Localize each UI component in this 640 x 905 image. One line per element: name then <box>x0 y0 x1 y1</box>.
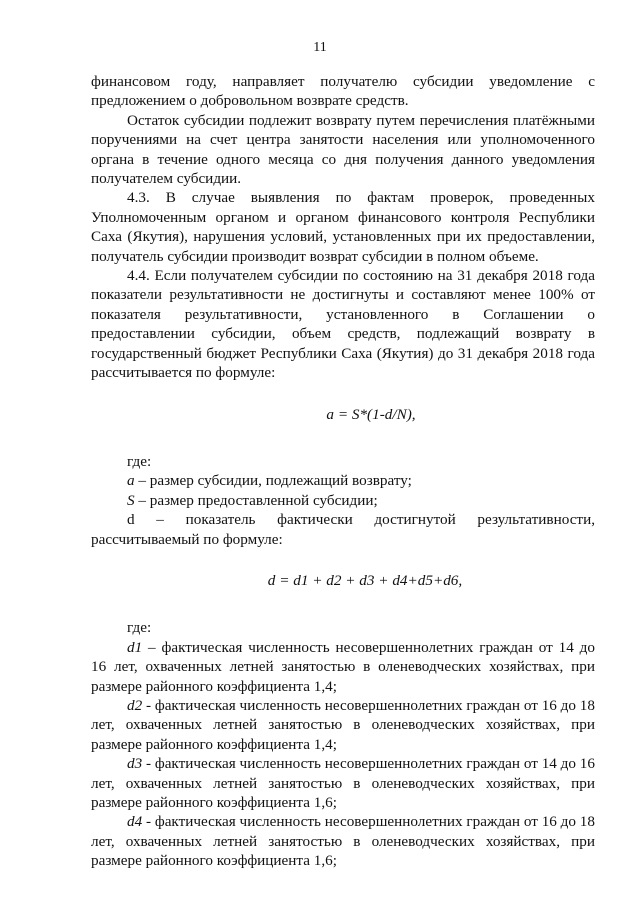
definition-symbol: d <box>127 511 135 529</box>
definition-d3 <box>91 754 595 812</box>
definition-text: - фактическая численность несовершеннолетних граждан от 14 до 16 лет, охваченных летней занятостью в оленеводческих хозяйствах, при размере районного коэффициента 1,6; <box>91 755 595 811</box>
definition-symbol: d3 <box>127 755 143 773</box>
paragraph-4-4: 4.4. Если получателем субсидии по состоянию на 31 декабря 2018 года показатели результативности не достигнуты и составляют менее 100% от показателя результативности, установленного в Соглашении о предоставлении субсидии, объем средств, подлежащий возврату в государственный бюджет Республики Саха (Якутия) до 31 декабря 2018 года рассчитывается по формуле: <box>91 267 595 382</box>
definition-text: - фактическая численность несовершеннолетних граждан от 16 до 18 лет, охваченных летней занятостью в оленеводческих хозяйствах, при размере районного коэффициента 1,6; <box>91 813 595 870</box>
definition-s <box>91 491 595 510</box>
page-number: 11 <box>313 40 327 55</box>
definition-text: – показатель фактически достигнутой результативности, рассчитываемый по формуле: <box>91 511 595 548</box>
paragraph-remainder-return: Остаток субсидии подлежит возврату путем перечисления платёжными поручениями на счет центра занятости населения или уполномоченного органа в течение одного месяца со дня получения данного уведомления получателем субсидии. <box>91 111 595 188</box>
formula-refund: a = S*(1-d/N), <box>326 405 416 423</box>
definition-text: - фактическая численность несовершеннолетних граждан от 16 до 18 лет, охваченных летней занятостью в оленеводческих хозяйствах, при размере районного коэффициента 1,4; <box>91 696 595 753</box>
definition-d1 <box>91 638 595 696</box>
definition-text: – фактическая численность несовершеннолетних граждан от 14 до 16 лет, охваченных летней занятостью в оленеводческих хозяйствах, при размере районного коэффициента 1,4; <box>91 638 595 695</box>
definition-d <box>91 510 595 549</box>
where-label: где: <box>127 619 152 637</box>
paragraph-4-3: 4.3. В случае выявления по фактам проверок, проведенных Уполномоченным органом и органом финансового контроля Республики Саха (Якутия), нарушения условий, установленных при их предоставлении, получатель субсидии производит возврат субсидии в полном объеме. <box>91 189 595 265</box>
definition-a <box>91 471 595 490</box>
definition-symbol: d4 <box>127 813 143 831</box>
definition-symbol: d2 <box>127 696 143 714</box>
definition-text: – размер субсидии, подлежащий возврату; <box>134 472 412 490</box>
where-label: где: <box>127 452 152 470</box>
formula-d-sum: d = d1 + d2 + d3 + d4+d5+d6, <box>267 571 463 589</box>
paragraph-continued: финансовом году, направляет получателю субсидии уведомление с предложением о добровольном возврате средств. <box>91 73 595 110</box>
definition-text: – размер предоставленной субсидии; <box>134 491 378 509</box>
document-body <box>91 72 595 871</box>
definition-d2 <box>91 696 595 754</box>
definition-symbol: S <box>127 491 135 509</box>
definition-symbol: d1 <box>127 638 143 656</box>
definition-symbol: a <box>127 472 135 490</box>
definition-d4 <box>91 812 595 870</box>
